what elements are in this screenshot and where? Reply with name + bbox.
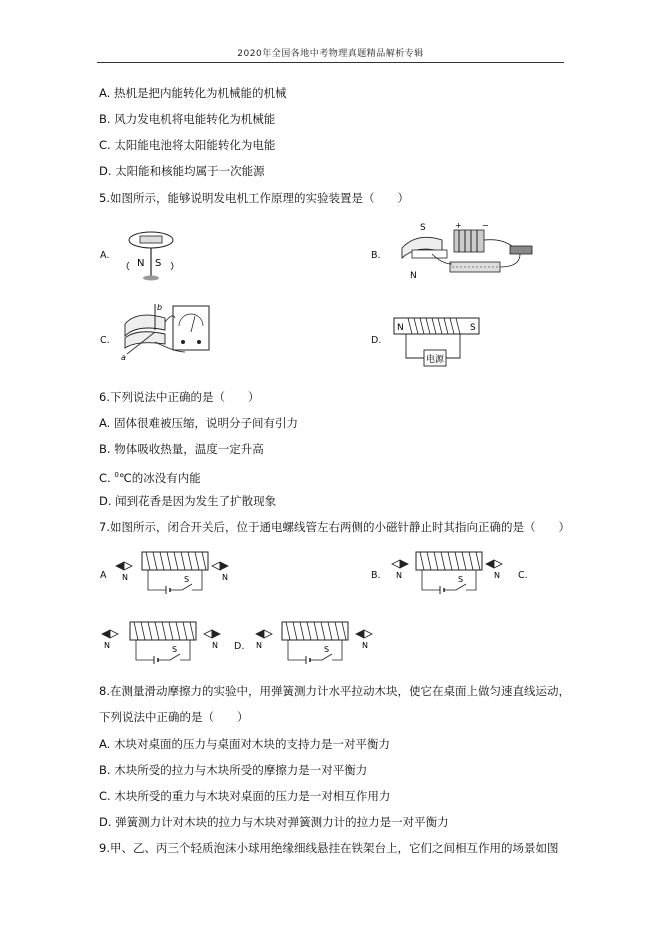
q9-stem: 9.甲、乙、丙三个轻质泡沫小球用绝缘细线悬挂在铁架台上，它们之间相互作用的场景如图 [99, 841, 559, 855]
q7-figure-c [100, 620, 225, 668]
compass-needle-right [356, 630, 372, 638]
compass-needle-left [392, 560, 408, 568]
compass-needle-left [256, 630, 272, 638]
fig-d-s-label: S [470, 323, 476, 333]
q7-figure-d [252, 620, 377, 668]
fig-b-n-label: N [410, 271, 417, 281]
fig-a-s-label: S [155, 258, 162, 269]
needle-n-label: N [104, 641, 110, 650]
q6-option-c: C. $^0$℃的冰没有内能 [99, 470, 201, 485]
q7-figure-b [390, 550, 510, 598]
q4-option-a: A. 热机是把内能转化为机械能的机械 [99, 86, 287, 100]
q8-option-b: B. 木块所受的拉力与木块所受的摩擦力是一对平衡力 [99, 763, 368, 777]
fig-a-n-label: N [137, 258, 145, 269]
switch-s-label: S [172, 645, 178, 654]
compass-needle-right [212, 562, 228, 570]
q5-label-a: A. [100, 250, 110, 261]
needle-n-label: N [222, 573, 228, 582]
fig-d-n-label: N [397, 323, 404, 333]
needle-n-label: N [362, 641, 368, 650]
q5-figure-c [115, 302, 215, 364]
q7-label-b: B. [371, 570, 381, 581]
q6-option-c-rest: ℃的冰没有内能 [118, 470, 201, 485]
q4-option-d: D. 太阳能和核能均属于一次能源 [99, 164, 265, 178]
fig-b-minus: − [482, 221, 489, 230]
q7-label-d: D. [234, 641, 245, 652]
needle-n-label: N [494, 571, 500, 580]
q7-figure-a [116, 550, 236, 598]
q8-option-a: A. 木块对桌面的压力与桌面对木块的支持力是一对平衡力 [99, 737, 390, 751]
fig-c-b-label: b [157, 303, 163, 312]
q5-stem: 5.如图所示，能够说明发电机工作原理的实验装置是（ ） [99, 191, 409, 205]
q5-figure-a [115, 228, 185, 283]
q6-option-c-zero: 0 [114, 471, 119, 479]
q5-figure-b [392, 220, 542, 282]
q7-label-a: A [100, 570, 107, 581]
q5-label-d: D. [371, 335, 382, 346]
q6-option-d: D. 闻到花香是因为发生了扩散现象 [99, 494, 277, 508]
q8-stem-line2: 下列说法中正确的是（ ） [99, 710, 249, 724]
fig-b-s-label: S [420, 223, 426, 233]
q8-option-d: D. 弹簧测力计对木块的拉力与木块对弹簧测力计的拉力是一对平衡力 [99, 815, 449, 829]
needle-n-label: N [212, 641, 218, 650]
q4-option-b: B. 风力发电机将电能转化为机械能 [99, 112, 276, 126]
q8-option-c: C. 木块所受的重力与木块对桌面的压力是一对相互作用力 [99, 789, 391, 803]
needle-n-label: N [256, 641, 262, 650]
q5-label-c: C. [100, 335, 110, 346]
page-header: 2020年全国各地中考物理真题精品解析专辑 [237, 49, 424, 59]
compass-needle-left [116, 562, 132, 570]
switch-s-label: S [324, 645, 330, 654]
needle-n-label: N [396, 571, 402, 580]
compass-needle-left [102, 630, 118, 638]
q6-stem: 6.下列说法中正确的是（ ） [99, 390, 260, 404]
compass-needle-right [486, 560, 502, 568]
header-rule [97, 62, 564, 63]
switch-s-label: S [458, 575, 464, 584]
compass-needle-right [204, 630, 220, 638]
fig-d-power-label: 电源 [426, 355, 445, 365]
q6-option-b: B. 物体吸收热量，温度一定升高 [99, 442, 264, 456]
q5-label-b: B. [371, 250, 381, 261]
needle-n-label: N [122, 573, 128, 582]
q6-option-a: A. 固体很难被压缩，说明分子间有引力 [99, 416, 298, 430]
q4-option-c: C. 太阳能电池将太阳能转化为电能 [99, 138, 276, 152]
fig-c-a-label: a [121, 353, 126, 362]
fig-b-plus: + [455, 221, 462, 230]
q5-figure-d [392, 316, 482, 371]
q7-label-c: C. [518, 570, 528, 581]
q7-stem: 7.如图所示，闭合开关后，位于通电螺线管左右两侧的小磁针静止时其指向正确的是（ ） [99, 520, 570, 534]
switch-s-label: S [184, 575, 190, 584]
q8-stem-line1: 8.在测量滑动摩擦力的实验中，用弹簧测力计水平拉动木块，使它在桌面上做匀速直线运动， [99, 684, 570, 698]
